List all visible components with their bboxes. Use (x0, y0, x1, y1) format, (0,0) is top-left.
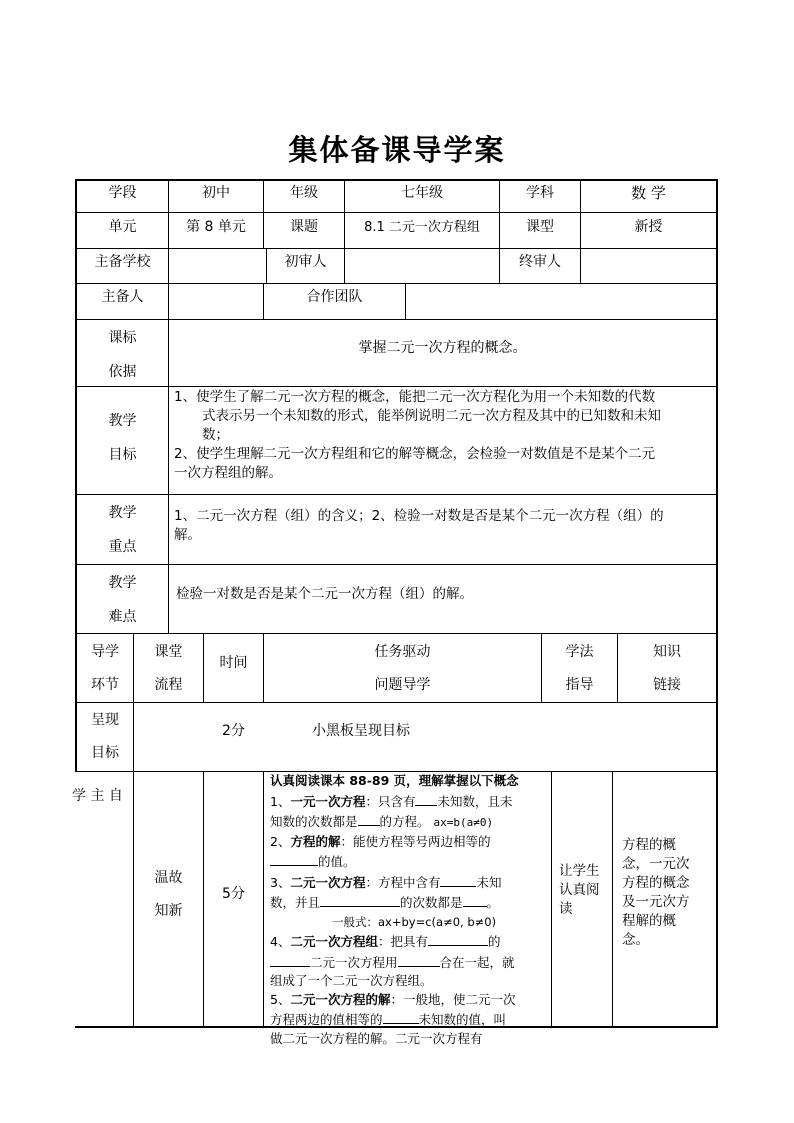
kexing-value: 新授 (634, 219, 663, 235)
hline (75, 386, 718, 387)
danyuan-value: 第 8 单元 (186, 219, 246, 235)
header-ketang: 课堂 流程 (154, 644, 183, 693)
task-line: 组成了一个二元一次方程组。 (270, 973, 433, 988)
task-line: 一般式：ax+by=c(a≠0, b≠0) (332, 914, 497, 929)
xueduan-value: 初中 (202, 185, 230, 201)
hline (75, 702, 718, 703)
task-line: 4、二元一次方程组：把具有 的 (270, 931, 550, 952)
kebiao-text: 掌握二元一次方程的概念。 (358, 340, 527, 356)
fill-blank[interactable] (270, 952, 310, 967)
keti-value: 8.1 二元一次方程组 (364, 220, 480, 235)
self-guide: 让学生 认真阅 读 (559, 863, 600, 917)
vline (168, 179, 169, 634)
vline (716, 179, 718, 1028)
self-study-label: 学 主 自 (72, 788, 123, 804)
vline (263, 771, 264, 1028)
zhongdian-text: 1、二元一次方程（组）的含义；2、检验一对数是否是某个二元一次方程（组）的 解。 (174, 508, 664, 543)
nianji-label: 年级 (290, 185, 318, 201)
zhongdian-label: 教学 重点 (108, 505, 137, 555)
header-time: 时间 (219, 655, 248, 671)
hline (75, 633, 718, 634)
hline (75, 179, 718, 181)
fill-blank[interactable] (320, 892, 400, 907)
zhongshen-label: 终审人 (519, 254, 561, 270)
task-line: 知数的次数都是 的方程。 ax=b(a≠0) (270, 811, 550, 833)
fill-blank[interactable] (398, 952, 440, 967)
self-flow: 温故 知新 (154, 870, 183, 919)
task-line: 数，并且 的次数都是 。 (270, 892, 550, 913)
present-task: 小黑板呈现目标 (312, 723, 410, 739)
zhubei-person-label: 主备人 (101, 289, 144, 305)
task-line: 的值。 (270, 851, 550, 872)
task-line: 3、二元一次方程：方程中含有 未知 (270, 872, 550, 893)
fill-blank[interactable] (415, 791, 437, 806)
self-time: 5分 (222, 886, 245, 902)
page-title: 集体备课导学案 (288, 133, 506, 167)
fill-blank[interactable] (358, 811, 380, 826)
nianji-value: 七年级 (401, 185, 443, 201)
nandian-text: 检验一对数是否是某个二元一次方程（组）的解。 (176, 586, 473, 602)
vline (551, 771, 552, 1028)
xueke-value: 数 学 (631, 184, 666, 202)
hline (75, 248, 718, 249)
task-line: 2、方程的解：能使方程等号两边相等的 (270, 833, 491, 849)
fill-blank[interactable] (383, 1009, 419, 1024)
hline (75, 212, 718, 213)
header-xuefa: 学法 指导 (565, 644, 594, 693)
task-line: 二元一次方程用 合在一起，就 (270, 952, 550, 973)
hline (75, 283, 718, 284)
fill-blank[interactable] (270, 851, 318, 866)
present-label: 呈现 目标 (91, 712, 119, 761)
mubiao-label: 教学 目标 (108, 413, 137, 463)
kebiao-label: 课标 依据 (108, 330, 137, 380)
vline (612, 771, 613, 1028)
hline (75, 494, 718, 495)
present-time: 2分 (222, 723, 245, 739)
keti-label: 课题 (290, 219, 318, 235)
fill-blank[interactable] (440, 872, 476, 887)
kexing-label: 课型 (526, 219, 554, 235)
task-line: 做二元一次方程的解。二元一次方程有 (270, 1030, 483, 1046)
zhubei-school-label: 主备学校 (94, 254, 151, 270)
self-task (270, 772, 550, 1048)
chushen-label: 初审人 (284, 254, 327, 270)
mubiao-text: 1、使学生了解二元一次方程的概念，能把二元一次方程化为用一个未知数的代数 式表示另一个未知数的形式，能举例说明二元一次方程及其中的已知数和未知 数； 2、使学生理解二元一次方程组和它的解等概念，会检验一对数值是不是某个二元 一次方程组的解。 (174, 389, 661, 481)
task-line: 方程两边的值相等的 未知数的值，叫 (270, 1009, 550, 1030)
task-line: 5、二元一次方程的解：一般地，使二元一次 (270, 991, 516, 1007)
xueke-label: 学科 (526, 185, 554, 201)
self-task-heading: 认真阅读课本 88-89 页，理解掌握以下概念 (270, 773, 519, 788)
task-line: 1、一元一次方程：只含有 未知数，且未 (270, 791, 550, 812)
self-link: 方程的概 念，一元次 方程的概念 及一元次方 程解的概 念。 (622, 837, 690, 948)
header-zhishi: 知识 链接 (653, 644, 681, 693)
xueduan-label: 学段 (108, 185, 137, 201)
nandian-label: 教学 难点 (108, 575, 137, 625)
hline (75, 564, 718, 565)
hline (75, 319, 718, 320)
hezuo-label: 合作团队 (306, 289, 363, 305)
header-task: 任务驱动 问题导学 (374, 644, 431, 693)
header-daoxue: 导学 环节 (91, 644, 119, 693)
fill-blank[interactable] (463, 892, 487, 907)
danyuan-label: 单元 (108, 219, 137, 235)
fill-blank[interactable] (428, 931, 488, 946)
vline (405, 283, 406, 319)
